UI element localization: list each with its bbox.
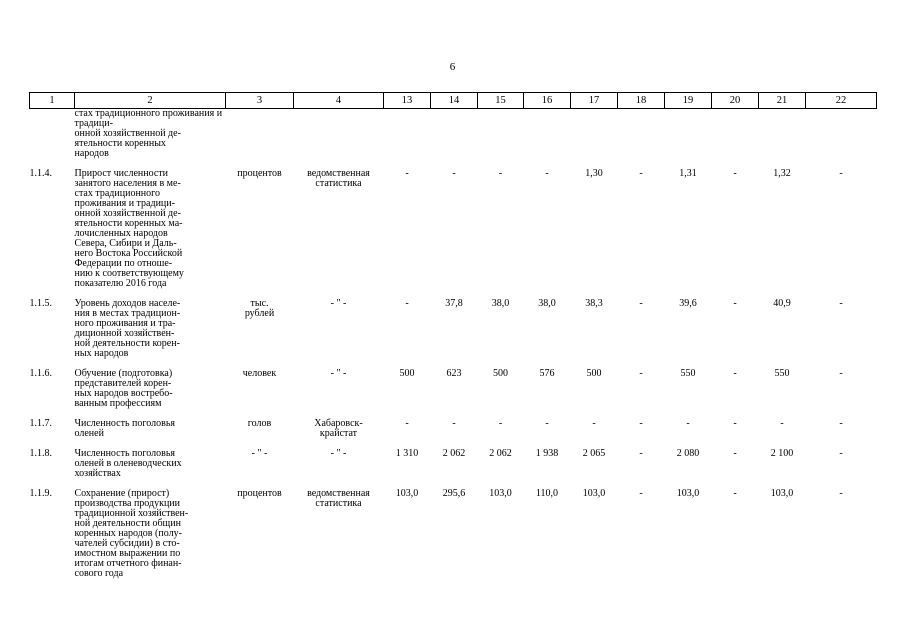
value-cell-22: - xyxy=(839,368,843,379)
table-body xyxy=(30,109,877,580)
value-cell-13: - xyxy=(405,168,409,179)
indicator-table xyxy=(29,92,877,579)
value-cell-17: 500 xyxy=(586,368,602,379)
value-cell-13: - xyxy=(405,298,409,309)
value-cell-18: - xyxy=(639,368,643,379)
value-cell-14: 37,8 xyxy=(445,298,463,309)
value-cell-17: 1,30 xyxy=(585,168,603,179)
unit-cell: человек xyxy=(242,368,277,379)
value-cell-14: - xyxy=(452,168,456,179)
indicator-name: Уровень доходов населе- ния в местах традицион- ного проживания и тра- диционной хозяйствен- ной деятельности корен- ных народов xyxy=(74,298,181,359)
value-cell-15: 500 xyxy=(493,368,508,379)
column-header-22: 22 xyxy=(806,93,877,109)
value-cell-18: - xyxy=(639,418,643,429)
column-header-19: 19 xyxy=(665,93,712,109)
column-header-2: 2 xyxy=(75,93,226,109)
continuation-row xyxy=(30,109,877,160)
value-cell-15: 103,0 xyxy=(489,488,512,499)
source-cell: ведомственная статистика xyxy=(307,168,370,189)
value-cell-21: 550 xyxy=(774,368,790,379)
value-cell-15: - xyxy=(498,418,503,429)
column-header-18: 18 xyxy=(618,93,665,109)
row-number: 1.1.4. xyxy=(29,168,52,179)
table-row xyxy=(30,409,877,439)
column-header-21: 21 xyxy=(759,93,806,109)
value-cell-22: - xyxy=(839,418,843,429)
table-row xyxy=(30,159,877,289)
value-cell-22: - xyxy=(839,168,843,179)
table-row xyxy=(30,479,877,579)
column-header-3: 3 xyxy=(226,93,294,109)
column-header-17: 17 xyxy=(571,93,618,109)
value-cell-21: 2 100 xyxy=(770,448,794,459)
column-header-4: 4 xyxy=(294,93,384,109)
indicator-name: Сохранение (прирост) производства продукции традиционной хозяйствен- ной деятельности общин коренных народов (полу- чателей субсидии) в сто- имостном выражении по итогам отчетного финан- сового года xyxy=(74,488,189,579)
value-cell-19: - xyxy=(686,418,690,429)
source-cell: - " - xyxy=(330,368,347,379)
table-row xyxy=(30,289,877,359)
value-cell-16: - xyxy=(545,168,549,179)
value-cell-20: - xyxy=(733,298,737,309)
value-cell-13: 103,0 xyxy=(395,488,419,499)
source-cell: - " - xyxy=(330,448,347,459)
value-cell-15: 2 062 xyxy=(489,448,512,459)
value-cell-16: 38,0 xyxy=(538,298,556,309)
indicator-name: Численность поголовья оленей в оленеводческих хозяйствах xyxy=(74,448,182,479)
value-cell-18: - xyxy=(639,488,643,499)
row-number: 1.1.8. xyxy=(29,448,52,459)
unit-cell: тыс. рублей xyxy=(244,298,275,319)
value-cell-20: - xyxy=(733,448,737,459)
row-number: 1.1.9. xyxy=(29,488,52,499)
value-cell-19: 550 xyxy=(680,368,696,379)
value-cell-16: 110,0 xyxy=(535,488,559,499)
indicator-name: Численность поголовья оленей xyxy=(74,418,175,439)
value-cell-13: 500 xyxy=(399,368,415,379)
value-cell-17: 103,0 xyxy=(582,488,606,499)
value-cell-19: 2 080 xyxy=(676,448,700,459)
table-row xyxy=(30,439,877,479)
page-number: 6 xyxy=(449,61,456,73)
value-cell-18: - xyxy=(639,168,643,179)
value-cell-20: - xyxy=(733,368,737,379)
row-number: 1.1.5. xyxy=(29,298,52,309)
value-cell-21: 1,32 xyxy=(773,168,791,179)
value-cell-14: 2 062 xyxy=(442,448,466,459)
value-cell-21: - xyxy=(780,418,784,429)
value-cell-22: - xyxy=(839,448,843,459)
value-cell-20: - xyxy=(733,168,737,179)
indicator-name: Обучение (подготовка) представителей корен- ных народов востребо- ванным профессиям xyxy=(74,368,173,409)
value-cell-22: - xyxy=(839,298,843,309)
value-cell-18: - xyxy=(639,298,643,309)
value-cell-18: - xyxy=(639,448,643,459)
value-cell-19: 103,0 xyxy=(676,488,700,499)
column-header-13: 13 xyxy=(384,93,431,109)
unit-cell: процентов xyxy=(237,168,282,179)
column-header-14: 14 xyxy=(431,93,478,109)
row-number: 1.1.6. xyxy=(29,368,52,379)
source-cell: ведомственная статистика xyxy=(307,488,370,509)
table-row xyxy=(30,359,877,409)
column-header-1: 1 xyxy=(30,93,75,109)
value-cell-16: 576 xyxy=(539,368,555,379)
unit-cell: - " - xyxy=(251,448,268,459)
value-cell-14: 295,6 xyxy=(442,488,466,499)
value-cell-16: 1 938 xyxy=(535,448,559,459)
unit-cell: процентов xyxy=(237,488,282,499)
value-cell-15: 38,0 xyxy=(491,298,510,309)
value-cell-20: - xyxy=(733,488,737,499)
value-cell-21: 40,9 xyxy=(773,298,791,309)
value-cell-13: 1 310 xyxy=(395,448,419,459)
value-cell-17: 38,3 xyxy=(585,298,603,309)
indicator-name: Прирост численности занятого населения в ме- стах традиционного проживания и традици- онной хозяйственной де- ятельности коренных ма- лочисленных народов Севера, Сибири и Даль- него Востока Российской Федерации по отноше- нию к соответствующему показателю 2016 года xyxy=(74,168,184,289)
row-number: 1.1.7. xyxy=(29,418,52,429)
value-cell-17: - xyxy=(592,418,596,429)
value-cell-17: 2 065 xyxy=(582,448,606,459)
value-cell-16: - xyxy=(545,418,549,429)
value-cell-22: - xyxy=(839,488,843,499)
column-header-15: 15 xyxy=(478,93,524,109)
value-cell-14: - xyxy=(452,418,456,429)
continuation-text: стах традиционного проживания и традици- онной хозяйственной де- ятельности коренных народов xyxy=(74,108,223,159)
value-cell-21: 103,0 xyxy=(770,488,794,499)
column-header-16: 16 xyxy=(524,93,571,109)
value-cell-14: 623 xyxy=(446,368,462,379)
source-cell: - " - xyxy=(330,298,347,309)
value-cell-13: - xyxy=(405,418,409,429)
value-cell-15: - xyxy=(498,168,503,179)
column-header-20: 20 xyxy=(712,93,759,109)
header-row xyxy=(30,93,877,109)
value-cell-20: - xyxy=(733,418,737,429)
source-cell: Хабаровск- крайстат xyxy=(314,418,363,439)
value-cell-19: 39,6 xyxy=(679,298,697,309)
unit-cell: голов xyxy=(247,418,272,429)
value-cell-19: 1,31 xyxy=(679,168,697,179)
